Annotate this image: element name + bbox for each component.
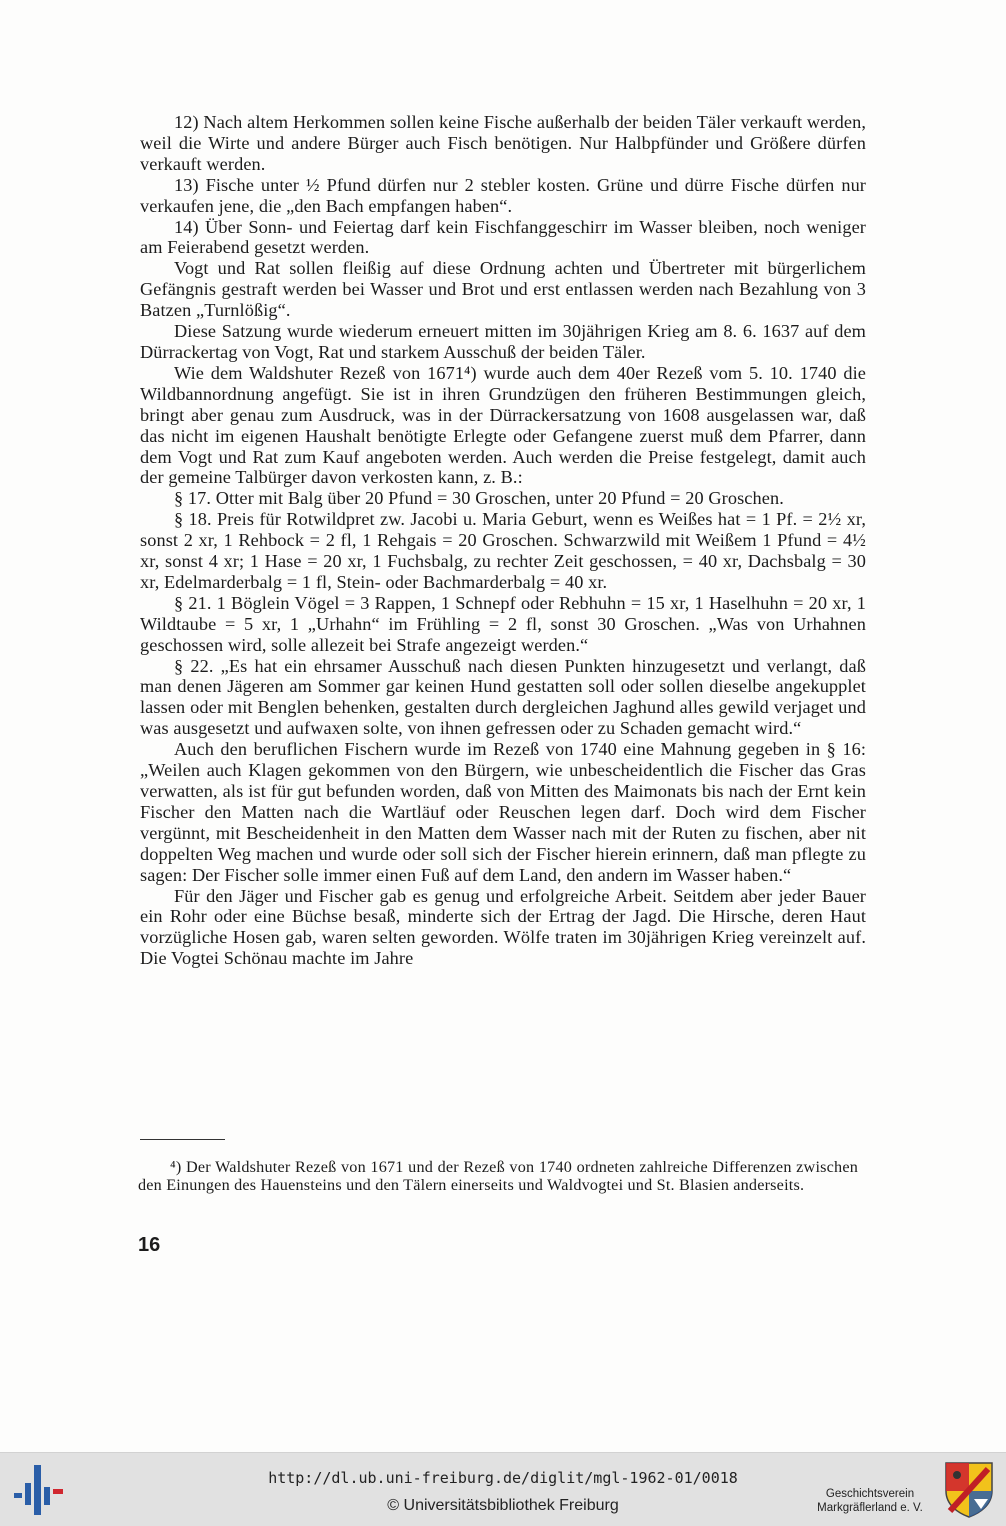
permalink-url[interactable]: http://dl.ub.uni-freiburg.de/diglit/mgl-1962-01/0018	[268, 1469, 738, 1487]
paragraph-section-22: § 22. „Es hat ein ehrsamer Ausschuß nach diesen Punkten hinzugesetzt und verlangt, daß man denen Jägeren am Sommer gar keinen Hund gestatten soll oder sollen dieselbe angekupplet lassen oder mit Benglen behenken, gestalten durch dergleichen Jaghund alles gewild verjaget und was ausgesetzt und aufwaxen solte, von ihnen gefressen oder zu Schaden gemacht wird.“	[140, 655, 866, 739]
society-line-2: Markgräflerland e. V.	[817, 1502, 923, 1514]
footnote-divider	[140, 1139, 225, 1140]
paragraph-section-21: § 21. 1 Böglein Vögel = 3 Rappen, 1 Schnepf oder Rebhuhn = 15 xr, 1 Haselhuhn = 20 xr, 1 Wildtaube = 5 xr, 1 „Urhahn“ im Frühling = 2 fl, sonst 30 Groschen. „Was von Urhahnen geschossen wird, solle allezeit bei Strafe angezeigt werden.“	[140, 592, 866, 655]
coat-of-arms-icon[interactable]	[944, 1461, 994, 1519]
paragraph-12: 12) Nach altem Herkommen sollen keine Fische außerhalb der beiden Täler verkauft werden, weil die Wirte und andere Bürger auch Fisch benötigen. Nur Halbpfünder und Größere dürfen verkauft werden.	[140, 112, 866, 174]
paragraph-section-18: § 18. Preis für Rotwildpret zw. Jacobi u. Maria Geburt, wenn es Weißes hat = 1 Pf. = 2½ xr, sonst 2 xr, 1 Rehbock = 2 fl, 1 Rehgais = 20 Groschen. Schwarzwild mit Weißem 1 Pfund = 4½ xr, sonst 4 xr; 1 Hase = 20 xr, 1 Fuchsbalg, zu rechter Zeit geschossen, = 40 xr, Dachsbalg = 30 xr, Edelmarderbalg = 1 fl, Stein- oder Bachmarderbalg = 40 xr.	[140, 509, 866, 592]
society-name	[800, 1487, 940, 1515]
footnote: ⁴) Der Waldshuter Rezeß von 1671 und der Rezeß von 1740 ordneten zahlreiche Differenzen zwischen den Einungen des Hauensteins und den Tälern einerseits und Waldvogtei und St. Blasien anderseits.	[138, 1158, 858, 1195]
society-line-1: Geschichtsverein	[825, 1488, 915, 1500]
paragraph-vogt-und-rat: Vogt und Rat sollen fleißig auf diese Ordnung achten und Übertreter mit bürgerlichem Gefängnis gestraft werden bei Wasser und Brot und erst entlassen werden nach Bezahlung von 3 Batzen „Turnlößig“.	[140, 258, 866, 321]
paragraph-rezess-1740: Wie dem Waldshuter Rezeß von 1671⁴) wurde auch dem 40er Rezeß vom 5. 10. 1740 die Wildbannordnung angefügt. Sie ist in ihren Grundzügen den früheren Bestimmungen gleich, bringt aber genau zum Ausdruck, was in der Dürrackersatzung von 1608 ausgelassen war, daß das nicht im eigenen Haushalt benötigte Erlegte oder Gefangene zuerst muß dem Pfarrer, dann dem Vogt und Rat zum Kauf angeboten werden. Auch werden die Preise festgelegt, damit auch der gemeine Talbürger davon verkosten kann, z. B.:	[140, 362, 866, 488]
paragraph-14: 14) Über Sonn- und Feiertag darf kein Fischfanggeschirr im Wasser bleiben, noch weniger am Feierabend gesetzt werden.	[140, 216, 866, 258]
page-number: 16	[138, 1234, 161, 1256]
paragraph-fischer-mahnung: Auch den beruflichen Fischern wurde im Rezeß von 1740 eine Mahnung gegeben in § 16: „Weilen auch Klagen gekommen von den Bürgern, wie unbescheidentlich die Fischer das Gras verwatten, als ist für gut befunden worden, daß von Mitten des Maimonats bis nach der Ernt kein Fischer den Matten nach die Wartläuf oder Reuschen legen darf. Doch wird dem Fischer vergünnt, mit Bescheidenheit in den Matten dem Wasser nach mit der Ruten zu fischen, aber nit doppelten Weg machen und wurde oder soll sich der Fischer hierein erinnern, daß man pflegte zu sagen: Der Fischer solle immer einen Fuß auf dem Land, den andern im Wasser haben.“	[140, 739, 866, 885]
paragraph-section-17: § 17. Otter mit Balg über 20 Pfund = 30 Groschen, unter 20 Pfund = 20 Groschen.	[174, 488, 784, 509]
paragraph-13: 13) Fische unter ½ Pfund dürfen nur 2 stebler kosten. Grüne und dürre Fische dürfen nur verkaufen jene, die „den Bach empfangen haben“.	[140, 174, 866, 216]
copyright-notice: © Universitätsbibliothek Freiburg	[387, 1497, 619, 1514]
viewer-footer	[0, 1452, 1006, 1526]
paragraph-satzung-1637: Diese Satzung wurde wiederum erneuert mitten im 30jährigen Krieg am 8. 6. 1637 auf dem Dürrackertag von Vogt, Rat und starkem Ausschuß der beiden Täler.	[140, 321, 866, 362]
body-text	[140, 112, 866, 969]
paragraph-jaeger-und-fischer: Für den Jäger und Fischer gab es genug und erfolgreiche Arbeit. Seitdem aber jeder Bauer ein Rohr oder eine Büchse besaß, minderte sich der Ertrag der Jagd. Die Hirsche, deren Haut vorzügliche Hosen gab, waren selten geworden. Wölfe traten im 30jährigen Krieg vereinzelt auf. Die Vogtei Schönau machte im Jahre	[140, 885, 866, 969]
